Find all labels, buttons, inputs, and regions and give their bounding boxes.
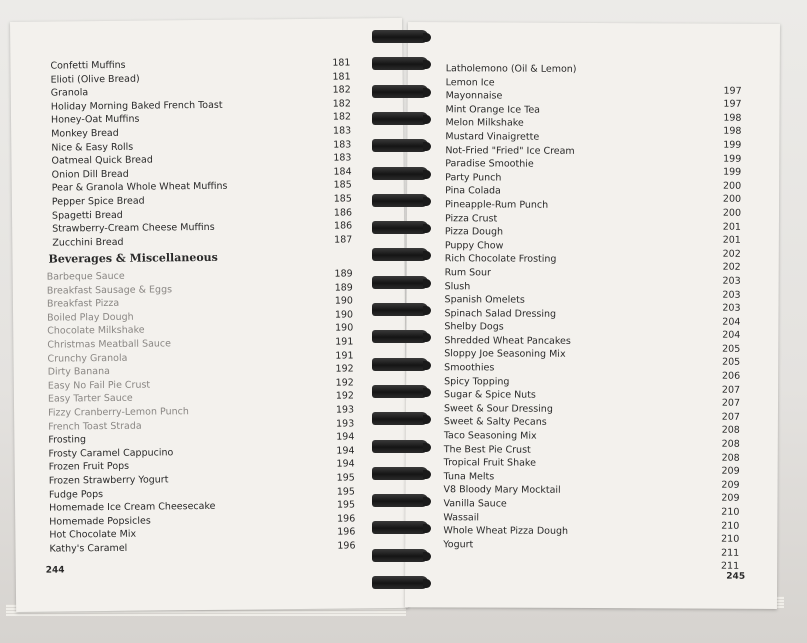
index-entry-name: Sugar & Spice Nuts bbox=[444, 389, 536, 401]
index-entry-name: V8 Bloody Mary Mocktail bbox=[443, 484, 561, 497]
index-entry-name: Kathy's Caramel bbox=[49, 542, 128, 555]
index-entry-page: 181 bbox=[332, 71, 351, 83]
index-entry-page: 191 bbox=[335, 349, 354, 362]
right-index-list bbox=[443, 62, 742, 573]
spiral-coil bbox=[372, 358, 428, 371]
left-index-list-bottom bbox=[47, 267, 356, 556]
spiral-coil bbox=[372, 167, 428, 180]
index-entry-name: Pina Colada bbox=[445, 185, 501, 197]
index-entry-page: 185 bbox=[333, 179, 352, 191]
spiral-coil bbox=[372, 385, 428, 398]
index-entry-name: Taco Seasoning Mix bbox=[443, 430, 537, 442]
index-entry-page: 181 bbox=[332, 57, 351, 69]
index-entry-name: Boiled Play Dough bbox=[47, 311, 134, 324]
index-entry-name: Melon Milkshake bbox=[445, 117, 524, 129]
index-entry-name: Mint Orange Ice Tea bbox=[445, 103, 541, 116]
index-entry-page: 202 bbox=[722, 248, 741, 260]
index-entry-page: 196 bbox=[337, 526, 356, 538]
spiral-coil bbox=[372, 440, 428, 453]
index-entry-page: 208 bbox=[721, 438, 740, 450]
index-entry-name: Mustard Vinaigrette bbox=[445, 131, 540, 143]
index-entry-page: 203 bbox=[722, 289, 741, 301]
right-page bbox=[405, 22, 780, 609]
index-entry-name: Whole Wheat Pizza Dough bbox=[443, 525, 569, 538]
index-entry-page: 208 bbox=[721, 425, 740, 437]
index-entry-name: Shredded Wheat Pancakes bbox=[444, 335, 571, 347]
index-entry-name: French Toast Strada bbox=[48, 420, 142, 433]
spiral-coil bbox=[372, 248, 428, 261]
index-entry-page: 207 bbox=[721, 384, 741, 396]
index-entry-name: Rich Chocolate Frosting bbox=[444, 253, 557, 266]
page-number-left: 244 bbox=[45, 565, 65, 576]
index-entry-name: Sweet & Salty Pecans bbox=[443, 416, 547, 429]
index-entry-name: Crunchy Granola bbox=[47, 352, 128, 365]
index-entry-page: 207 bbox=[721, 397, 741, 409]
index-entry-name: Frozen Fruit Pops bbox=[48, 461, 130, 473]
index-entry-name: Yogurt bbox=[443, 538, 474, 551]
index-entry-name: Easy Tarter Sauce bbox=[47, 393, 133, 405]
index-entry-page: 201 bbox=[722, 221, 741, 233]
index-entry-page: 210 bbox=[721, 533, 740, 545]
index-entry-name: Strawberry-Cream Cheese Muffins bbox=[52, 221, 215, 235]
index-entry-page: 200 bbox=[722, 180, 742, 192]
index-entry-page: 210 bbox=[721, 520, 740, 532]
spiral-coil bbox=[372, 412, 428, 425]
index-entry-page: 194 bbox=[336, 458, 355, 470]
index-entry-page: 182 bbox=[332, 98, 351, 110]
index-entry-name: Elioti (Olive Bread) bbox=[50, 73, 140, 86]
spiral-coil bbox=[372, 549, 428, 562]
index-entry-page: 196 bbox=[337, 513, 356, 525]
index-entry-page: 185 bbox=[333, 193, 352, 205]
index-entry bbox=[49, 539, 355, 556]
index-entry-page: 202 bbox=[722, 261, 741, 274]
index-entry-name: Slush bbox=[444, 280, 471, 292]
index-entry-name: Frosty Caramel Cappucino bbox=[48, 447, 174, 460]
index-entry-name: Barbeque Sauce bbox=[46, 270, 125, 283]
left-index-list-top bbox=[50, 56, 352, 249]
index-entry-name: Pepper Spice Bread bbox=[51, 195, 145, 208]
index-entry-name: Granola bbox=[50, 87, 89, 99]
index-entry-name: Hot Chocolate Mix bbox=[49, 528, 137, 541]
index-entry-page: 205 bbox=[722, 343, 741, 355]
index-entry-name: Lemon Ice bbox=[445, 76, 495, 89]
index-entry bbox=[52, 233, 352, 250]
index-entry-page: 208 bbox=[721, 452, 740, 464]
index-entry-name: Pizza Dough bbox=[444, 226, 504, 238]
index-entry-name: Vanilla Sauce bbox=[443, 498, 507, 510]
index-entry-page: 200 bbox=[722, 207, 742, 219]
index-entry-page: 193 bbox=[336, 417, 355, 430]
index-entry-name: Honey-Oat Muffins bbox=[50, 114, 140, 126]
index-entry-page: 186 bbox=[333, 220, 353, 232]
index-entry-name: Spanish Omelets bbox=[444, 294, 525, 306]
index-entry-page: 189 bbox=[334, 282, 353, 294]
index-entry-name: Frozen Strawberry Yogurt bbox=[48, 474, 169, 487]
spiral-coil bbox=[372, 57, 428, 70]
index-entry-name: Mayonnaise bbox=[445, 90, 503, 102]
index-entry-page: 209 bbox=[721, 493, 740, 505]
index-entry-name: The Best Pie Crust bbox=[443, 443, 531, 456]
spiral-coil bbox=[372, 194, 428, 207]
index-entry-page: 186 bbox=[333, 206, 353, 219]
spiral-coil bbox=[372, 303, 428, 316]
spiral-coil bbox=[372, 139, 428, 152]
spiral-coil bbox=[372, 576, 428, 589]
index-entry-name: Paradise Smoothie bbox=[445, 158, 534, 170]
spiral-coil bbox=[372, 112, 428, 125]
spiral-coil bbox=[372, 30, 428, 43]
index-entry-page: 184 bbox=[333, 166, 352, 178]
section-heading: Beverages & Miscellaneous bbox=[48, 250, 218, 266]
index-entry-page: 191 bbox=[335, 336, 354, 348]
index-entry-page: 190 bbox=[334, 295, 353, 307]
index-entry-name: Sloppy Joe Seasoning Mix bbox=[444, 348, 566, 361]
index-entry-name: Pizza Crust bbox=[444, 212, 498, 225]
index-entry-page: 199 bbox=[723, 153, 742, 165]
index-entry-page: 198 bbox=[723, 112, 742, 124]
index-entry-page: 196 bbox=[337, 540, 356, 552]
index-entry-page: 199 bbox=[723, 139, 742, 151]
index-entry-page: 206 bbox=[721, 370, 741, 382]
index-entry-page: 182 bbox=[332, 111, 352, 123]
index-entry-page: 211 bbox=[720, 561, 740, 573]
index-entry-page: 183 bbox=[332, 125, 352, 137]
index-entry-page: 198 bbox=[723, 126, 742, 138]
index-entry-page: 190 bbox=[334, 309, 354, 321]
index-entry-name: Sweet & Sour Dressing bbox=[443, 403, 553, 415]
index-entry bbox=[443, 552, 740, 573]
index-entry-name: Oatmeal Quick Bread bbox=[51, 154, 153, 167]
index-entry-name: Puppy Chow bbox=[444, 239, 504, 252]
index-entry-page: 187 bbox=[334, 234, 353, 246]
index-entry-name: Shelby Dogs bbox=[444, 321, 504, 333]
index-entry-page: 203 bbox=[722, 275, 741, 287]
index-entry-name: Wassail bbox=[443, 511, 480, 523]
index-entry-page: 211 bbox=[721, 547, 740, 559]
index-entry-name: Smoothies bbox=[444, 362, 495, 374]
index-entry-name: Latholemono (Oil & Lemon) bbox=[445, 63, 577, 75]
index-entry-page: 192 bbox=[335, 363, 354, 375]
index-entry-page: 204 bbox=[722, 316, 741, 328]
index-entry-name: Homemade Ice Cream Cheesecake bbox=[49, 500, 216, 514]
index-entry-name: Chocolate Milkshake bbox=[47, 324, 145, 338]
spiral-coil bbox=[372, 276, 428, 289]
index-entry-name: Zucchini Bread bbox=[52, 236, 124, 249]
index-entry-page: 195 bbox=[336, 485, 355, 498]
index-entry-page: 183 bbox=[333, 152, 352, 164]
index-entry-name: Monkey Bread bbox=[51, 127, 119, 140]
spiral-coil bbox=[372, 85, 428, 98]
index-entry-name: Homemade Popsicles bbox=[49, 515, 151, 528]
index-entry-page: 201 bbox=[722, 234, 741, 246]
index-entry-name: Pineapple-Rum Punch bbox=[445, 199, 549, 211]
index-entry-name: Nice & Easy Rolls bbox=[51, 141, 134, 154]
index-entry-page: 192 bbox=[335, 377, 354, 389]
index-entry-name: Spicy Topping bbox=[444, 375, 510, 388]
index-entry-page: 190 bbox=[335, 322, 354, 334]
spiral-binding bbox=[372, 30, 434, 605]
index-entry-page: 197 bbox=[723, 98, 742, 110]
index-entry-name: Fudge Pops bbox=[48, 488, 104, 501]
index-entry-name: Fizzy Cranberry-Lemon Punch bbox=[48, 406, 189, 419]
index-entry-name: Confetti Muffins bbox=[50, 59, 126, 72]
index-entry-name: Tropical Fruit Shake bbox=[443, 457, 536, 469]
spiral-coil bbox=[372, 467, 428, 480]
left-page bbox=[10, 18, 408, 612]
index-entry-page: 193 bbox=[335, 404, 355, 416]
spiral-coil bbox=[372, 494, 428, 507]
index-entry-name: Rum Sour bbox=[444, 267, 491, 279]
index-entry-name: Christmas Meatball Sauce bbox=[47, 338, 172, 351]
index-entry-name: Spagetti Bread bbox=[51, 209, 123, 222]
index-entry-page: 194 bbox=[336, 445, 355, 457]
index-entry-page: 210 bbox=[721, 506, 740, 518]
index-entry-page: 192 bbox=[335, 390, 354, 402]
index-entry-name: Spinach Salad Dressing bbox=[444, 307, 557, 320]
index-entry-page: 209 bbox=[721, 465, 740, 477]
index-entry-name: Holiday Morning Baked French Toast bbox=[50, 99, 223, 113]
index-entry-page: 204 bbox=[722, 329, 741, 342]
index-entry-name: Party Punch bbox=[445, 171, 502, 184]
index-entry-page: 197 bbox=[723, 85, 742, 97]
index-entry-name: Easy No Fail Pie Crust bbox=[47, 379, 151, 392]
index-entry-page: 199 bbox=[723, 166, 742, 178]
index-entry-name: Frosting bbox=[48, 434, 87, 446]
spiral-coil bbox=[372, 521, 428, 534]
index-entry-page: 195 bbox=[336, 472, 355, 484]
index-entry-page: 209 bbox=[721, 479, 740, 491]
index-entry-name: Not-Fried "Fried" Ice Cream bbox=[445, 144, 575, 157]
index-entry-page: 205 bbox=[722, 357, 741, 369]
index-entry-name: Breakfast Pizza bbox=[46, 298, 120, 310]
index-entry-name: Onion Dill Bread bbox=[51, 168, 129, 181]
spiral-coil bbox=[372, 330, 428, 343]
spiral-coil bbox=[372, 221, 428, 234]
index-entry-name: Dirty Banana bbox=[47, 366, 110, 378]
page-number-right: 245 bbox=[726, 571, 746, 582]
index-entry-page: 195 bbox=[336, 499, 356, 511]
index-entry-page: 200 bbox=[722, 193, 742, 206]
index-entry-name: Breakfast Sausage & Eggs bbox=[46, 283, 173, 297]
index-entry-page: 203 bbox=[722, 302, 741, 314]
index-entry-name: Pear & Granola Whole Wheat Muffins bbox=[51, 181, 228, 194]
index-entry-page: 194 bbox=[336, 431, 355, 443]
index-entry-page: 207 bbox=[721, 411, 740, 423]
index-entry-page: 189 bbox=[334, 268, 353, 280]
index-entry-page: 183 bbox=[333, 138, 352, 151]
index-entry-name: Tuna Melts bbox=[443, 471, 495, 483]
index-entry-page: 182 bbox=[332, 84, 351, 96]
